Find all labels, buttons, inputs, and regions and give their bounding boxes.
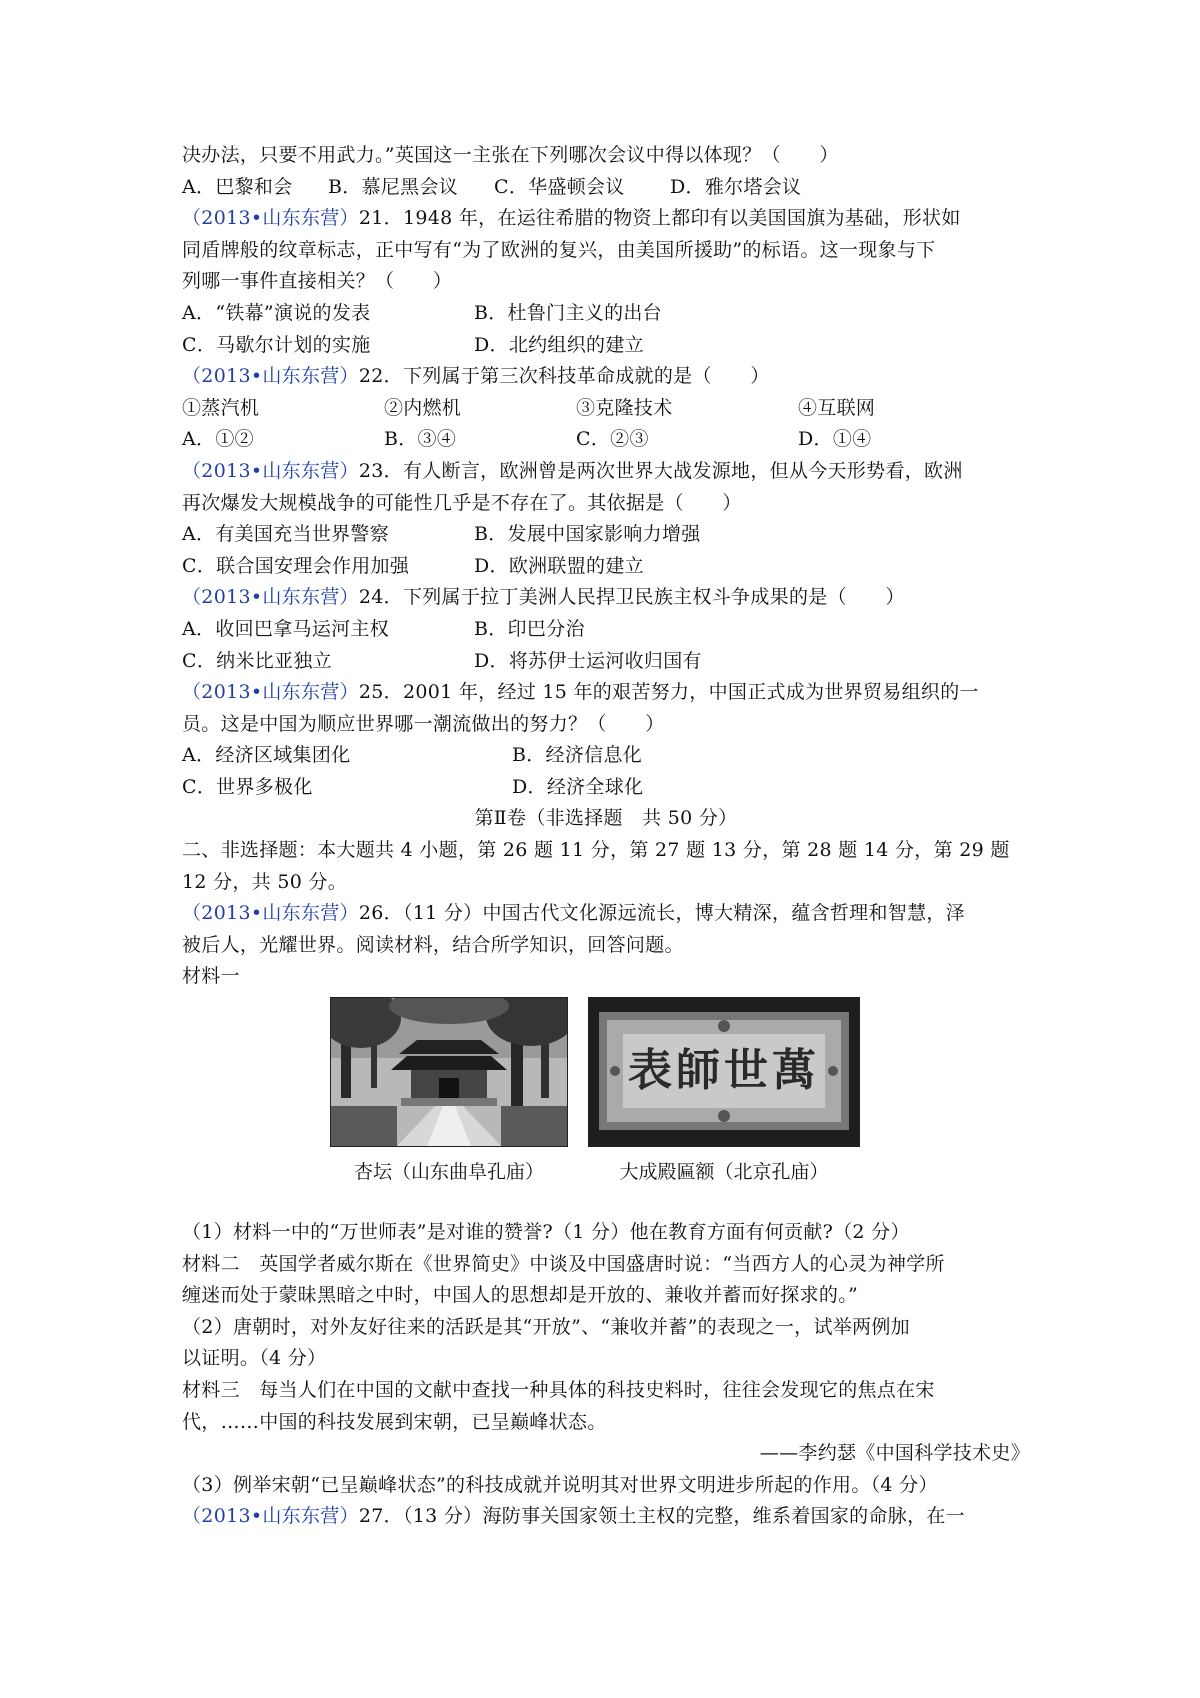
q24-option-b: B．印巴分治 [474,617,585,640]
section-title: 第Ⅱ卷（非选择题 共 50 分） [474,807,738,830]
q26-sub-3: （3）例举宋朝“已呈巅峰状态”的科技成就并说明其对世界文明进步所起的作用。（4 分） [182,1473,938,1496]
apricot-altar-photo-icon [331,998,567,1146]
q23-option-d: D．欧洲联盟的建立 [474,554,644,577]
q25-option-a: A．经济区域集团化 [182,744,351,767]
q24-option-d: D．将苏伊士运河收归国有 [474,649,702,672]
q26-stem-2: 被后人，光耀世界。阅读材料，结合所学知识，回答问题。 [182,933,684,956]
q23-option-c: C．联合国安理会作用加强 [182,554,410,577]
material-1-label: 材料一 [182,965,240,988]
figure-left-caption: 杏坛（山东曲阜孔庙） [353,1161,544,1184]
q24-stem: 24．下列属于拉丁美洲人民捍卫民族主权斗争成果的是（ ） [358,586,905,609]
q21-option-d: D．北约组织的建立 [474,333,644,356]
q24-option-a: A．收回巴拿马运河主权 [182,617,390,640]
q22-item-4: ④互联网 [798,396,876,419]
plaque-photo [588,997,860,1147]
q22-option-b: B．③④ [384,428,457,451]
material-3: 材料三 每当人们在中国的文献中查找一种具体的科技史料时，往往会发现它的焦点在宋 [182,1379,935,1401]
q27-source: （2013•山东东营） [182,1505,359,1528]
q22-item-3: ③克隆技术 [576,396,673,419]
section2-intro: 二、非选择题：本大题共 4 小题，第 26 题 11 分，第 27 题 13 分，第 28 题 14 分，第 29 题 [182,839,1010,862]
q22-option-a: A．①② [182,428,254,451]
material-1-figures [182,997,1030,1217]
section2-intro-2: 12 分，共 50 分。 [182,870,348,893]
figure-right-caption: 大成殿匾额（北京孔庙） [619,1161,829,1184]
q20-option-a: A．巴黎和会 [182,175,293,198]
q25-source: （2013•山东东营） [182,681,359,704]
plaque-inscription: 表師世萬 [628,1045,820,1097]
q21-stem-2: 同盾牌般的纹章标志，正中写有“为了欧洲的复兴，由美国所援助”的标语。这一现象与下 [182,238,936,261]
q23-option-b: B．发展中国家影响力增强 [474,523,701,546]
q27-stem: 27．（13 分）海防事关国家领土主权的完整，维系着国家的命脉，在一 [358,1505,965,1528]
q20-option-d: D．雅尔塔会议 [670,175,802,198]
q25-option-b: B．经济信息化 [512,744,643,767]
q22-item-1: ①蒸汽机 [182,396,260,419]
q26-sub-1: （1）材料一中的“万世师表”是对谁的赞誉?（1 分）他在教育方面有何贡献?（2 分） [182,1221,910,1244]
q22-item-2: ②内燃机 [384,396,462,419]
q23-stem: 23．有人断言，欧洲曾是两次世界大战发源地，但从今天形势看，欧洲 [358,459,963,482]
q22-option-c: C．②③ [576,428,649,451]
q20-options [182,172,1030,204]
q21-stem-3: 列哪一事件直接相关？（ ） [182,270,453,293]
q26-sub-2: （2）唐朝时，对外友好往来的活跃是其“开放”、“兼收并蓄”的表现之一，试举两例加 [182,1315,910,1338]
material-2-cont: 缠迷而处于蒙昧黑暗之中时，中国人的思想却是开放的、兼收并蓄而好探求的。” [182,1284,859,1307]
q26-source: （2013•山东东营） [182,902,359,925]
q24-option-c: C．纳米比亚独立 [182,649,332,672]
apricot-altar-photo [330,997,568,1147]
q23-source: （2013•山东东营） [182,459,359,482]
q20-option-c: C．华盛顿会议 [494,175,625,198]
material-3-cont: 代，……中国的科技发展到宋朝，已呈巅峰状态。 [182,1410,607,1433]
figure-right [588,997,860,1184]
q26-stem: 26．（11 分）中国古代文化源远流长，博大精深，蕴含哲理和智慧，泽 [358,902,965,925]
q22-option-d: D．①④ [798,428,872,451]
q22-stem: 22．下列属于第三次科技革命成就的是（ ） [358,365,770,388]
q25-option-c: C．世界多极化 [182,775,313,798]
exam-page [182,140,1030,1533]
q21-option-a: A．“铁幕”演说的发表 [182,301,371,324]
q20-stem-tail: 决办法，只要不用武力。”英国这一主张在下列哪次会议中得以体现？（ ） [182,144,839,166]
q25-stem-2: 员。这是中国为顺应世界哪一潮流做出的努力？（ ） [182,712,665,735]
material-2: 材料二 英国学者威尔斯在《世界简史》中谈及中国盛唐时说：“当西方人的心灵为神学所 [182,1252,945,1275]
q21-option-b: B．杜鲁门主义的出台 [474,301,662,324]
figure-left [330,997,568,1184]
q24-source: （2013•山东东营） [182,586,359,609]
q22-source: （2013•山东东营） [182,365,359,388]
q26-sub-2-cont: 以证明。（4 分） [182,1347,327,1370]
q21-stem: 21．1948 年，在运往希腊的物资上都印有以美国国旗为基础，形状如 [358,207,961,230]
q23-stem-2: 再次爆发大规模战争的可能性几乎是不存在了。其依据是（ ） [182,491,742,514]
q23-option-a: A．有美国充当世界警察 [182,523,390,546]
q25-stem: 25．2001 年，经过 15 年的艰苦努力，中国正式成为世界贸易组织的一 [358,681,979,704]
q25-option-d: D．经济全球化 [512,775,644,798]
q21-source: （2013•山东东营） [182,207,359,230]
q21-option-c: C．马歇尔计划的实施 [182,333,371,356]
material-3-citation: ——李约瑟《中国科学技术史》 [759,1442,1030,1465]
q20-option-b: B．慕尼黑会议 [328,175,459,198]
